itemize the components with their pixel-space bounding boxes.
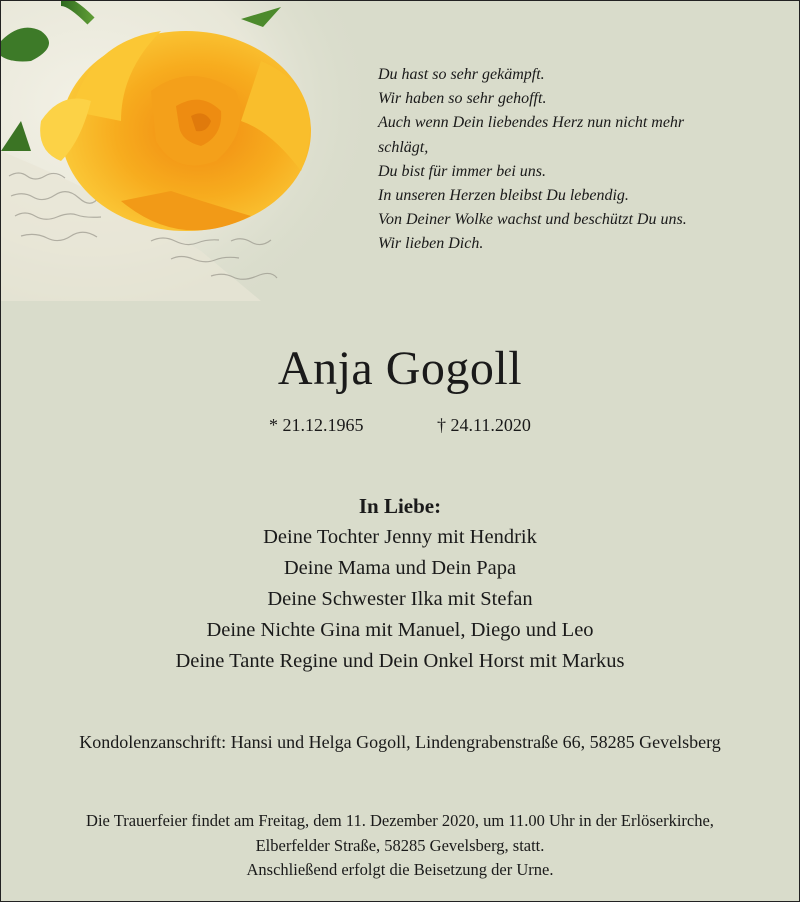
poem-line: Auch wenn Dein liebendes Herz nun nicht mehr bbox=[378, 114, 685, 132]
poem-line: Wir lieben Dich. bbox=[378, 235, 484, 253]
family-list bbox=[1, 491, 799, 677]
poem-line: Du hast so sehr gekämpft. bbox=[378, 66, 545, 83]
poem-line: Von Deiner Wolke wachst und beschützt Du uns. bbox=[378, 211, 687, 229]
birth-date: * 21.12.1965 bbox=[269, 415, 364, 435]
family-member: Deine Nichte Gina mit Manuel, Diego und Leo bbox=[206, 619, 594, 641]
ceremony-line: Die Trauerfeier findet am Freitag, dem 11. Dezember 2020, um 11.00 Uhr in der Erlöserkirche, bbox=[86, 811, 714, 830]
family-member: Deine Tochter Jenny mit Hendrik bbox=[263, 526, 537, 548]
yellow-rose-on-book-image bbox=[1, 1, 361, 301]
family-heading: In Liebe: bbox=[358, 494, 442, 518]
poem-line: Du bist für immer bei uns. bbox=[378, 162, 546, 180]
family-member: Deine Mama und Dein Papa bbox=[283, 557, 517, 579]
deceased-name: Anja Gogoll bbox=[277, 342, 523, 395]
condolence-address: Kondolenzanschrift: Hansi und Helga Gogoll, Lindengrabenstraße 66, 58285 Gevelsberg bbox=[79, 732, 721, 752]
poem-line: schlägt, bbox=[378, 138, 429, 156]
poem-line: Wir haben so sehr gehofft. bbox=[378, 90, 547, 108]
death-date: † 24.11.2020 bbox=[437, 415, 531, 435]
poem-line: In unseren Herzen bleibst Du lebendig. bbox=[378, 187, 629, 205]
family-member: Deine Schwester Ilka mit Stefan bbox=[267, 588, 533, 610]
family-member: Deine Tante Regine und Dein Onkel Horst mit Markus bbox=[175, 650, 625, 672]
ceremony-line: Elberfelder Straße, 58285 Gevelsberg, statt. bbox=[255, 835, 545, 855]
poem bbox=[378, 63, 778, 257]
ceremony-info bbox=[1, 809, 799, 883]
ceremony-line: Anschließend erfolgt die Beisetzung der Urne. bbox=[246, 860, 554, 879]
